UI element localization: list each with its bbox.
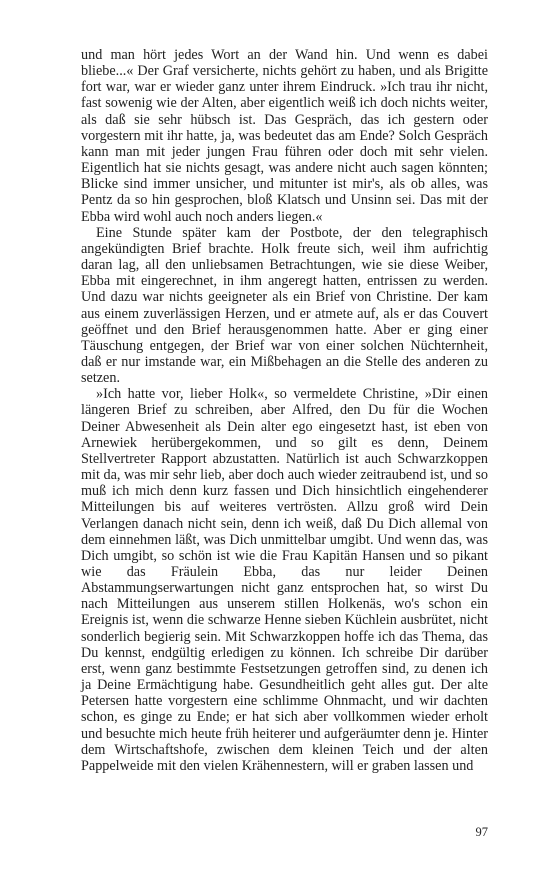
body-text — [81, 47, 488, 774]
paragraph-2: Eine Stunde später kam der Postbote, der den telegraphisch angekündigten Brief brachte. Holk freute sich, weil ihm aufrichtig daran lag, all den unliebsamen Betrachtungen, wie sie diese Weiber, Ebba mit eingerechnet, in ihm angeregt hatten, entrissen zu werden. Und dazu war nichts geeigneter als ein Brief von Christine. Der kam aus einem zuverlässigen Herzen, und er atmete auf, als er das Couvert geöffnet und den Brief herausgenommen hatte. Aber er ging einer Täuschung entgegen, der Brief war von einer solchen Nüchternheit, daß er nur imstande war, ein Mißbehagen an die Stelle des anderen zu setzen. — [81, 224, 488, 387]
page-number: 97 — [475, 825, 488, 839]
paragraph-1: und man hört jedes Wort an der Wand hin. Und wenn es dabei bliebe...« Der Graf versicherte, nichts gehört zu haben, und als Brigitte fort war, war er wieder ganz unter ihrem Eindruck. »Ich trau ihr nicht, fast sowenig wie der Alten, aber eigentlich weiß ich doch nichts weiter, als daß sie sehr hübsch ist. Das Gespräch, das ich gestern oder vorgestern mit ihr hatte, ja, was bedeutet das am Ende? Solch Gespräch kann man mit jeder jungen Frau führen oder doch mit sehr vielen. Eigentlich hat sie nichts gesagt, was andere nicht auch sagen könnten; Blicke sind immer unsicher, und mitunter ist mir's, als ob alles, was Pentz da so hin gesprochen, bloß Klatsch und Unsinn sei. Das mit der Ebba wird wohl auch noch anders liegen.« — [81, 47, 488, 225]
paragraph-3: »Ich hatte vor, lieber Holk«, so vermeldete Christine, »Dir einen längeren Brief zu schreiben, aber Alfred, den Du für die Wochen Deiner Abwesenheit als Dein alter ego eingesetzt hast, ist eben von Arnewiek herübergekommen, und so gilt es denn, Deinem Stellvertreter Rapport abzustatten. Natürlich ist auch Schwarzkoppen mit da, was mir sehr lieb, aber doch auch wieder zeitraubend ist, und so muß ich mich denn kurz fassen und Dich hinsichtlich eingehenderer Mitteilungen bis auf weiteres vertrösten. Allzu groß wird Dein Verlangen danach nicht sein, denn ich weiß, daß Du Dich allemal von dem einnehmen läßt, was Dich unmittelbar umgibt. Und wenn das, was Dich umgibt, so schön ist wie die Frau Kapitän Hansen und so pikant wie das Fräulein Ebba, das nur leider Deinen Abstammungserwartungen nicht ganz entsprochen hat, so wirst Du nach Mitteilungen aus unserem stillen Holkenäs, wo's schon ein Ereignis ist, wenn die schwarze Henne sieben Küchlein ausbrütet, nicht sonderlich begierig sein. Mit Schwarzkoppen hoffe ich das Thema, das Du kennst, endgültig erledigen zu können. Ich schreibe Dir darüber erst, wenn ganz bestimmte Festsetzungen getroffen sind, zu denen ich ja Deine Ermächtigung habe. Gesundheitlich geht alles gut. Der alte Petersen hatte vorgestern eine schlimme Ohnmacht, und wir dachten schon, es ginge zu Ende; er hat sich aber vollkommen wieder erholt und besuchte mich heute früh heiterer und aufgeräumter denn je. Hinter dem Wirtschaftshofe, zwischen dem kleinen Teich und der alten Pappelweide mit den vielen Krähennestern, will er graben lassen und — [81, 386, 488, 774]
